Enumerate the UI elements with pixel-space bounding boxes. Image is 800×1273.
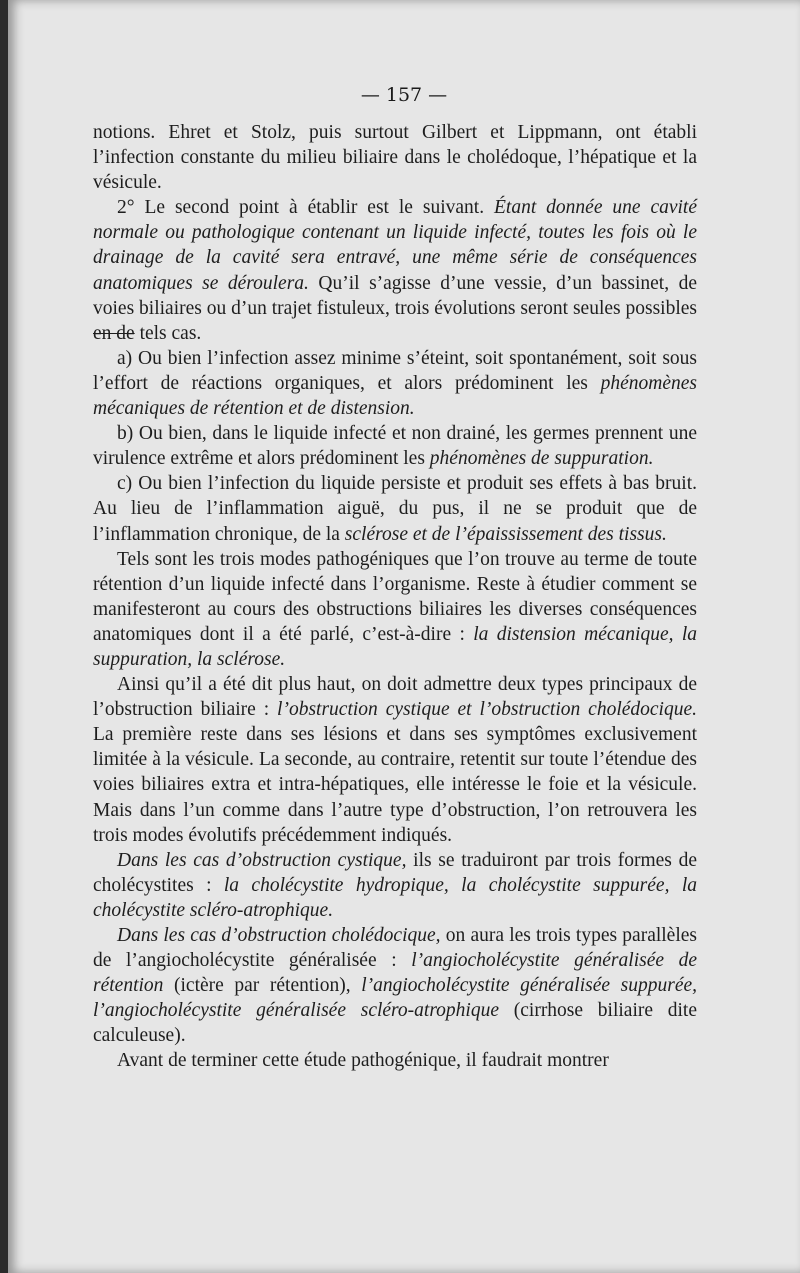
paragraph-3 [93, 346, 697, 421]
italic-text: l’angiocholécystite généralisée de rétention [93, 950, 697, 997]
italic-text: la distension mécanique, la suppuration, la sclérose. [93, 623, 697, 670]
paragraph-7 [93, 672, 697, 848]
paragraph-6 [93, 547, 697, 672]
paragraph-text: c) Ou bien l’infection du liquide persiste et produit ses effets à bas bruit. Au lieu de l’inflammation aiguë, du pus, il ne se produit que de l’inflammation chronique, de la [93, 473, 697, 545]
paragraph-9 [93, 923, 697, 1048]
italic-text: Dans les cas d’obstruction cholédocique, [117, 925, 441, 946]
paragraph-text: Ainsi qu’il a été dit plus haut, on doit admettre deux types principaux de l’obstruction biliaire : [93, 674, 697, 721]
paragraph-2 [93, 195, 697, 346]
italic-text: phénomènes mécaniques de rétention et de distension. [93, 372, 697, 420]
paragraph-10 [93, 1048, 697, 1073]
italic-text: sclérose et de l’épaississement des tissus. [344, 523, 667, 545]
paragraph-text: (ictère par rétention), [163, 975, 362, 997]
paragraph-text: Tels sont les trois modes pathogéniques que l’on trouve au terme de toute rétention d’un liquide infecté dans l’organisme. Reste à étudier comment se manifesteront au cours des obstructions biliaires les diverses conséquences anatomiques dont il a été parlé, c’est-à-dire : [93, 548, 697, 645]
paragraph-text: on aura les trois types parallèles de l’angiocholécystite généralisée : [93, 925, 697, 972]
paragraph-4 [93, 421, 697, 471]
italic-text: phénomènes de suppuration. [429, 448, 654, 470]
italic-text: la cholécystite hydropique, la cholécystite suppurée, la cholécystite scléro-atrophique. [93, 874, 697, 921]
paragraph-text: La première reste dans ses lésions et dans ses symptômes exclusivement limitée à la vésicule. La seconde, au contraire, retentit sur toute l’étendue des voies biliaires extra et intra-hépatiques, elle intéresse le foie et la vésicule. Mais dans l’un comme dans l’autre type d’obstruction, l’on retrouvera les trois modes évolutifs précédemment indiqués. [93, 724, 697, 846]
paragraph-text: a) Ou bien l’infection assez minime s’éteint, soit spontanément, soit sous l’effort de réactions organiques, et alors prédominent les [93, 347, 697, 394]
paragraph-text: (cirrhose biliaire dite calculeuse). [93, 1000, 697, 1047]
italic-text: Étant donnée une cavité normale ou pathologique contenant un liquide infecté, toutes les fois où le drainage de la cavité sera entravé, une même série de conséquences anatomiques se déroulera. [93, 197, 698, 294]
italic-text: Dans les cas d’obstruction cystique, [117, 849, 407, 871]
paragraph-8 [93, 848, 697, 923]
paragraph-text: 2° Le second point à établir est le suivant. [117, 197, 494, 219]
paragraph-text: Avant de terminer cette étude pathogénique, il faudrait montrer [117, 1050, 609, 1072]
struck-text: en de [93, 322, 135, 344]
page-number: — 157 — [360, 84, 448, 106]
paragraph-1 [93, 120, 697, 195]
paragraph-text: ils se traduiront par trois formes de cholécystites : [93, 849, 697, 896]
italic-text: l’angiocholécystite généralisée suppurée, l’angiocholécystite généralisée scléro-atrophique [93, 975, 697, 1022]
paragraph-text: b) Ou bien, dans le liquide infecté et non drainé, les germes prennent une virulence extrême et alors prédominent les [93, 423, 697, 470]
paragraph-text: notions. Ehret et Stolz, puis surtout Gilbert et Lippmann, ont établi l’infection constante du milieu biliaire dans le cholédoque, l’hépatique et la vésicule. [93, 122, 697, 194]
italic-text: l’obstruction cystique et l’obstruction cholédocique. [277, 699, 697, 721]
paragraph-text: Qu’il s’agisse d’une vessie, d’un bassinet, de voies biliaires ou d’un trajet fistuleux, trois évolutions seront seules possibles [93, 272, 697, 319]
paragraph-5 [93, 471, 697, 546]
paragraph-text: tels cas. [134, 322, 202, 344]
page-body [93, 120, 697, 1074]
